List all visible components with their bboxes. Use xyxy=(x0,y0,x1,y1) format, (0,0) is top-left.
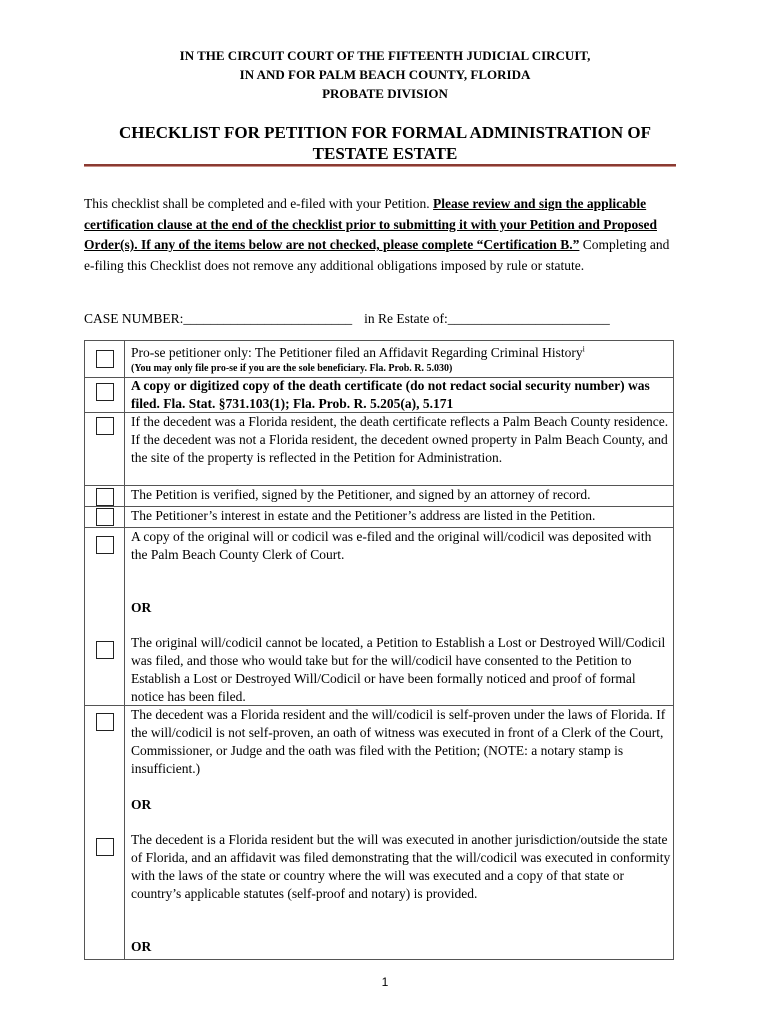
item5-text: The Petitioner’s interest in estate and the Petitioner’s address are listed in the Petition. xyxy=(131,508,596,523)
item1-checkbox[interactable] xyxy=(96,350,114,368)
court-line-3: PROBATE DIVISION xyxy=(322,86,448,101)
title-line-2: TESTATE ESTATE xyxy=(312,144,458,163)
estate-name-field[interactable]: in Re Estate of:________________________ xyxy=(364,311,610,326)
item7-or-label-2: OR xyxy=(131,939,152,954)
court-line-1: IN THE CIRCUIT COURT OF THE FIFTEENTH JUDICIAL CIRCUIT, xyxy=(179,48,591,63)
court-line-2: IN AND FOR PALM BEACH COUNTY, FLORIDA xyxy=(239,67,531,82)
case-number-field[interactable]: CASE NUMBER:_________________________ xyxy=(84,311,353,326)
item6b-checkbox[interactable] xyxy=(96,641,114,659)
item7b-checkbox[interactable] xyxy=(96,838,114,856)
item5-checkbox[interactable] xyxy=(96,508,114,526)
item4-text: The Petition is verified, signed by the Petitioner, and signed by an attorney of record. xyxy=(131,487,591,502)
item7b-text: The decedent is a Florida resident but the will was executed in another jurisdiction/outside the state of Florida, and an affidavit was filed demonstrating that the will/codicil was executed in conformity with the laws of the state or country where the will was executed and a copy of that state or country’s applicable statutes (self-proof and notary) is provided. xyxy=(131,832,671,901)
item4-checkbox[interactable] xyxy=(96,488,114,506)
title-line-1: CHECKLIST FOR PETITION FOR FORMAL ADMINISTRATION OF xyxy=(118,123,652,142)
item2-checkbox[interactable] xyxy=(96,383,114,401)
item1-note: (You may only file pro-se if you are the sole beneficiary. Fla. Prob. R. 5.030) xyxy=(131,363,453,374)
item3-checkbox[interactable] xyxy=(96,417,114,435)
document-title xyxy=(0,122,770,164)
item7a-checkbox[interactable] xyxy=(96,713,114,731)
title-divider xyxy=(84,164,676,167)
item3-text: If the decedent was a Florida resident, the death certificate reflects a Palm Beach County residence. If the decedent was not a Florida resident, the decedent owned property in Palm Beach County, and the site of the property is reflected in the Petition for Administration. xyxy=(131,414,669,465)
intro-bold-instruction: Please review and sign the applicable certification clause at the end of the checklist prior to submitting it with your Petition and Proposed Order(s). If any of the items below are not checked, please complete “Certification B.” xyxy=(84,196,657,252)
item2-text: A copy or digitized copy of the death certificate (do not redact social security number) was filed. Fla. Stat. §731.103(1); Fla. Prob. R. 5.205(a), 5.171 xyxy=(131,378,650,411)
case-line xyxy=(84,311,676,327)
item1-footnote-marker: i xyxy=(582,344,585,354)
item6-or-label: OR xyxy=(131,600,152,615)
item6a-text: A copy of the original will or codicil was e-filed and the original will/codicil was deposited with the Palm Beach County Clerk of Court. xyxy=(131,529,652,562)
intro-plain-end: Completing and e-filing this Checklist does not remove any additional obligations imposed by rule or statute. xyxy=(84,237,670,273)
item1-cell xyxy=(131,344,671,375)
intro-paragraph xyxy=(84,194,676,276)
page-number: 1 xyxy=(381,975,389,989)
item6b-text: The original will/codicil cannot be located, a Petition to Establish a Lost or Destroyed Will/Codicil was filed, and those who would take but for the will/codicil have consented to the Petition to Establish a Lost or Destroyed Will/Codicil or have been formally noticed and proof of formal notice has been filed. xyxy=(131,635,666,704)
court-header xyxy=(0,46,770,103)
checkbox-column-divider xyxy=(124,340,125,960)
item6a-checkbox[interactable] xyxy=(96,536,114,554)
item7a-text: The decedent was a Florida resident and the will/codicil is self-proven under the laws of Florida. If the will/codicil is not self-proven, an oath of witness was executed in front of a Clerk of the Court, Commissioner, or Judge and the oath was filed with the Petition; (NOTE: a notary stamp is insufficient.) xyxy=(131,707,666,776)
item7-or-label-1: OR xyxy=(131,797,152,812)
item1-text: Pro-se petitioner only: The Petitioner filed an Affidavit Regarding Criminal History xyxy=(131,345,583,360)
intro-plain-start: This checklist shall be completed and e-filed with your Petition. xyxy=(84,196,434,211)
